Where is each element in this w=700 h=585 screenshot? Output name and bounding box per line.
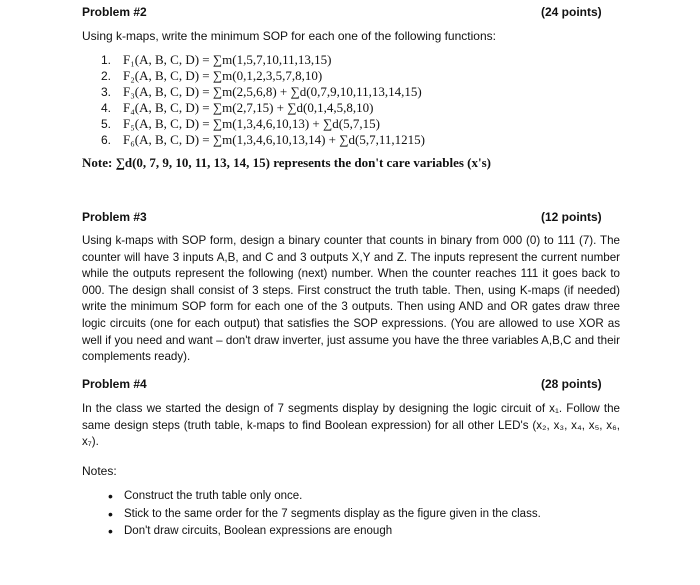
function-number: 2. (101, 69, 112, 83)
note-bullet-item (108, 487, 302, 505)
note-bullet-text: Construct the truth table only once. (124, 490, 303, 502)
problem3-points: (12 points) (541, 210, 602, 224)
problem4-title: Problem #4 (82, 377, 147, 391)
problem4-points: (28 points) (541, 377, 602, 391)
problem2-intro: Using k-maps, write the minimum SOP for each one of the following functions: (82, 29, 496, 43)
note-bullet-item (108, 505, 541, 523)
function-expression: F₁(A, B, C, D) = ∑m(1,5,7,10,11,13,15) (123, 52, 332, 67)
bullet-icon: • (108, 488, 113, 504)
function-list (101, 52, 425, 148)
problem4-body: In the class we started the design of 7 segments display by designing the logic circuit of x₁. Follow the same design steps (truth table, k-maps to find Boolean expression) for all other LED's (x₂, x₃, x₄, x₅, x₆, x₇). (82, 402, 620, 449)
function-expression: F₅(A, B, C, D) = ∑m(1,3,4,6,10,13) + ∑d(5,7,15) (123, 116, 380, 131)
function-expression: F₄(A, B, C, D) = ∑m(2,7,15) + ∑d(0,1,4,5,8,10) (123, 100, 374, 115)
function-item (101, 132, 425, 148)
problem2-title: Problem #2 (82, 5, 147, 19)
function-expression: F₆(A, B, C, D) = ∑m(1,3,4,6,10,13,14) + ∑d(5,7,11,1215) (123, 132, 425, 147)
problem2-note: Note: ∑d(0, 7, 9, 10, 11, 13, 14, 15) represents the don't care variables (x's) (82, 155, 491, 170)
function-number: 3. (101, 85, 112, 99)
bullet-icon: • (108, 523, 113, 539)
note-bullet-text: Stick to the same order for the 7 segments display as the figure given in the class. (124, 508, 541, 520)
function-item (101, 116, 425, 132)
problem4-notes-label: Notes: (82, 464, 117, 478)
function-number: 5. (101, 117, 112, 131)
function-number: 4. (101, 101, 112, 115)
function-item (101, 52, 425, 68)
problem2-points: (24 points) (541, 5, 602, 19)
function-expression: F₂(A, B, C, D) = ∑m(0,1,2,3,5,7,8,10) (123, 68, 323, 83)
note-bullet-text: Don't draw circuits, Boolean expressions are enough (124, 525, 393, 537)
function-number: 6. (101, 133, 112, 147)
note-bullet-item (108, 522, 392, 540)
function-expression: F₃(A, B, C, D) = ∑m(2,5,6,8) + ∑d(0,7,9,10,11,13,14,15) (123, 84, 422, 99)
function-number: 1. (101, 53, 112, 67)
problem3-title: Problem #3 (82, 210, 147, 224)
function-item (101, 84, 425, 100)
function-item (101, 68, 425, 84)
bullet-icon: • (108, 506, 113, 522)
function-item (101, 100, 425, 116)
problem3-body: Using k-maps with SOP form, design a binary counter that counts in binary from 000 (0) to 111 (7). The counter will have 3 inputs A,B, and C and 3 outputs X,Y and Z. The inputs represent the current number while the outputs represent the following (next) number. When the counter reaches 111 it goes back to 000. The design shall consist of 3 steps. First construct the truth table. Then, using K-maps (if needed) write the minimum SOP form for each one of the 3 outputs. Then using AND and OR gates draw three logic circuits (one for each output) that satisfies the SOP expressions. (You are allowed to use XOR as well if you need and want – don't draw inverter, just assume you have the three variables A,B,C and their complements ready). (82, 234, 620, 364)
